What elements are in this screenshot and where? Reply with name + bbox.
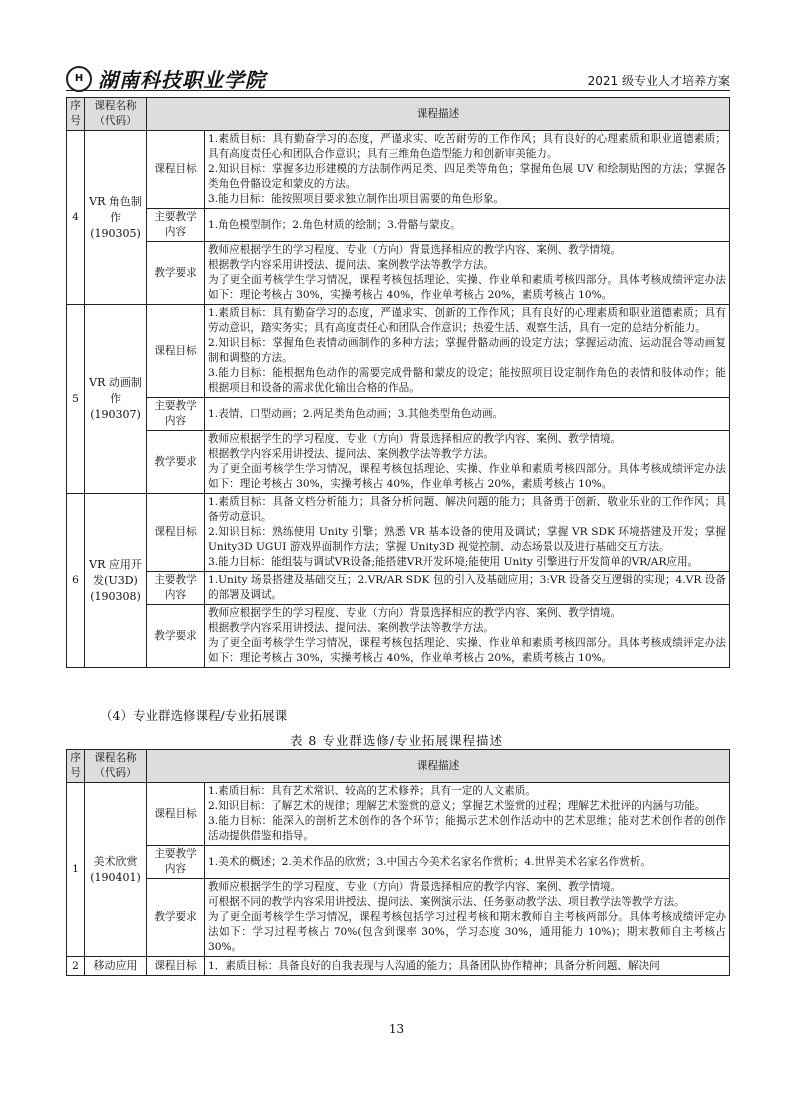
row-description [205, 305, 730, 398]
elective-course-table [66, 749, 730, 976]
course-name-cell [85, 957, 147, 976]
table-row [67, 957, 730, 976]
description-line: 1.素质目标：具有勤奋学习的态度，严谨求实、创新的工作作风；具有良好的心理素质和职业道德素质；具有劳动意识，踏实务实；具有高度责任心和团队合作意识；热爱生活、观察生活，具有一定的总结分析能力。 [208, 307, 726, 334]
description-line: 1.素质目标：具有艺术常识、较高的艺术修养；具有一定的人文素质。 [208, 785, 536, 797]
row-label: 课程目标 [147, 494, 205, 572]
row-label: 课程目标 [147, 305, 205, 398]
table-row [67, 572, 730, 605]
row-label: 主要教学内容 [147, 572, 205, 605]
page-header [66, 62, 730, 94]
header-course-name: 课程名称（代码） [85, 98, 147, 131]
row-label: 主要教学内容 [147, 209, 205, 242]
description-line: 可根据不同的教学内容采用讲授法、提问法、案例演示法、任务驱动教学法、项目教学法等教学方法。 [208, 896, 685, 908]
row-description [205, 572, 730, 605]
description-line: 2.知识目标：熟练使用 Unity 引擎；熟悉 VR 基本设备的使用及调试；掌握 VR SDK 环境搭建及开发；掌握 Unity3D UGUI 游戏界面制作方法；掌握 Unity3D 视觉控制、动态场景以及进行基础交互方法。 [208, 526, 726, 553]
description-line: 1.素质目标：具备文档分析能力；具备分析问题、解决问题的能力；具备勇于创新、敬业乐业的工作作风；具备劳动意识。 [208, 496, 726, 523]
row-description [205, 846, 730, 879]
description-line: 1.Unity 场景搭建及基础交互；2.VR/AR SDK 包的引入及基础应用；3:VR 设备交互逻辑的实现；4.VR 设备的部署及调试。 [208, 574, 726, 601]
description-line: 教师应根据学生的学习程度、专业（方向）背景选择相应的教学内容、案例、教学情境。 [208, 244, 622, 256]
description-line: 3.能力目标：能组装与调试VR设备;能搭建VR开发环境;能使用 Unity 引擎进行开发简单的VR/AR应用。 [208, 556, 699, 568]
course-code: (190305) [90, 226, 141, 240]
table-row [67, 431, 730, 494]
header-divider [66, 90, 730, 91]
description-line: 根据教学内容采用讲授法、提问法、案例教学法等教学方法。 [208, 259, 495, 271]
description-line: 2.知识目标：掌握角色表情动画制作的多种方法；掌握骨骼动画的设定方法；掌握运动流、运动混合等动画复制和调整的方法。 [208, 337, 726, 364]
row-description [205, 783, 730, 846]
row-description [205, 879, 730, 957]
row-description [205, 957, 730, 976]
course-code: (190307) [90, 408, 141, 421]
description-line: 为了更全面考核学生学习情况，课程考核包括理论、实操、作业单和素质考核四部分。具体考核成绩评定办法如下：理论考核占 30%，实操考核占 40%，作业单考核占 20%，素质考核占 10%。 [208, 463, 726, 490]
description-line: 3.能力目标：能按照项目要求独立制作出项目需要的角色形象。 [208, 193, 505, 205]
table-row [67, 846, 730, 879]
course-name: 美术欣赏 [93, 854, 138, 868]
description-line: 根据教学内容采用讲授法、提问法、案例教学法等教学方法。 [208, 448, 495, 460]
course-table-continued [66, 97, 730, 668]
row-description [205, 431, 730, 494]
header-description: 课程描述 [147, 98, 730, 131]
course-name: VR 动画制作 [89, 376, 142, 405]
course-code: (190308) [90, 589, 141, 603]
course-name: VR 应用开发(U3D) [89, 557, 142, 587]
table-row [67, 783, 730, 846]
row-label: 课程目标 [147, 783, 205, 846]
course-name-cell [85, 783, 147, 957]
table-row [67, 605, 730, 668]
description-line: 为了更全面考核学生学习情况，课程考核包括理论、实操、作业单和素质考核四部分。具体考核成绩评定办法如下：理论考核占 30%，实操考核占 40%，作业单考核占 20%，素质考核占 10%。 [208, 274, 726, 301]
header-course-name: 课程名称（代码） [85, 750, 147, 783]
description-line: 1．素质目标：具备良好的自我表现与人沟通的能力；具备团队协作精神；具备分析问题、解决问 [208, 959, 660, 972]
row-label: 教学要求 [147, 431, 205, 494]
course-number: 5 [67, 305, 85, 494]
table-header-row [67, 750, 730, 783]
section-heading: （4）专业群选修课程/专业拓展课 [100, 708, 288, 723]
description-line: 3.能力目标：能根据角色动作的需要完成骨骼和蒙皮的设定；能按照项目设定制作角色的表情和肢体动作；能根据项目和设备的需求优化输出合格的作品。 [208, 367, 726, 394]
row-label: 教学要求 [147, 879, 205, 957]
course-number: 1 [67, 783, 85, 957]
table-caption: 表 8 专业群选修/专业拓展课程描述 [289, 733, 504, 748]
page-number: 13 [388, 1022, 405, 1036]
row-description [205, 131, 730, 209]
table-row [67, 131, 730, 209]
row-description [205, 494, 730, 572]
description-line: 教师应根据学生的学习程度、专业（方向）背景选择相应的教学内容、案例、教学情境。 [208, 607, 622, 619]
table-row [67, 398, 730, 431]
table-row [67, 242, 730, 305]
header-description: 课程描述 [147, 750, 730, 783]
document-title: 2021 级专业人才培养方案 [587, 74, 730, 88]
table-row [67, 305, 730, 398]
description-line: 2.知识目标：掌握多边形建模的方法制作两足类、四足类等角色；掌握角色展 UV 和绘制贴图的方法；掌握各类角色骨骼设定和蒙皮的方法。 [208, 163, 726, 190]
description-line: 为了更全面考核学生学习情况，课程考核包括理论、实操、作业单和素质考核四部分。具体考核成绩评定办法如下：理论考核占 30%，实操考核占 40%，作业单考核占 20%，素质考核占 10%。 [208, 637, 726, 664]
course-name: 移动应用 [93, 959, 138, 972]
description-line: 1.素质目标：具有勤奋学习的态度，严谨求实、吃苦耐劳的工作作风；具有良好的心理素质和职业道德素质；具有高度责任心和团队合作意识；具有三维角色造型能力和创新审美能力。 [208, 133, 726, 160]
course-name-cell [85, 131, 147, 305]
description-line: 2.知识目标：了解艺术的规律；理解艺术鉴赏的意义；掌握艺术鉴赏的过程；理解艺术批评的内涵与功能。 [208, 800, 706, 812]
course-number: 6 [67, 494, 85, 668]
description-line: 1.美术的概述；2.美术作品的欣赏；3.中国古今美术名家名作赏析；4.世界美术名家名作赏析。 [208, 855, 651, 868]
table-row [67, 494, 730, 572]
description-line: 3.能力目标：能深入的剖析艺术创作的各个环节；能揭示艺术创作活动中的艺术思维；能对艺术创作者的创作活动提供借鉴和指导。 [208, 815, 726, 842]
description-line: 1.角色模型制作；2.角色材质的绘制；3.骨骼与蒙皮。 [208, 218, 461, 231]
description-line: 教师应根据学生的学习程度、专业（方向）背景选择相应的教学内容、案例、教学情境。 [208, 433, 622, 445]
row-description [205, 242, 730, 305]
row-description [205, 398, 730, 431]
table-row [67, 209, 730, 242]
course-name-cell [85, 305, 147, 494]
description-line: 1.表情、口型动画；2.两足类角色动画；3.其他类型角色动画。 [208, 407, 504, 420]
header-no: 序号 [67, 98, 85, 131]
row-description [205, 209, 730, 242]
header-no: 序号 [67, 750, 85, 783]
row-description [205, 605, 730, 668]
row-label: 课程目标 [147, 957, 205, 976]
row-label: 主要教学内容 [147, 398, 205, 431]
description-line: 教师应根据学生的学习程度、专业（方向）背景选择相应的教学内容、案例、教学情境。 [208, 881, 622, 893]
course-name: VR 角色制作 [89, 194, 142, 224]
course-code: (190401) [90, 870, 141, 884]
row-label: 教学要求 [147, 605, 205, 668]
description-line: 根据教学内容采用讲授法、提问法、案例教学法等教学方法。 [208, 622, 495, 634]
row-label: 教学要求 [147, 242, 205, 305]
course-name-cell [85, 494, 147, 668]
row-label: 课程目标 [147, 131, 205, 209]
school-seal-icon: H [66, 66, 92, 92]
course-number: 2 [67, 957, 85, 976]
row-label: 主要教学内容 [147, 846, 205, 879]
table-row [67, 879, 730, 957]
school-name: 湖南科技职业学院 [98, 68, 266, 92]
table-header-row [67, 98, 730, 131]
school-logo [66, 64, 266, 93]
course-number: 4 [67, 131, 85, 305]
description-line: 为了更全面考核学生学习情况，课程考核包括学习过程考核和期末教师自主考核两部分。具体考核成绩评定办法如下：学习过程考核占 70%(包含到课率 30%，学习态度 30%，通用能力 10%)；期末教师自主考核占 30%。 [208, 911, 726, 953]
